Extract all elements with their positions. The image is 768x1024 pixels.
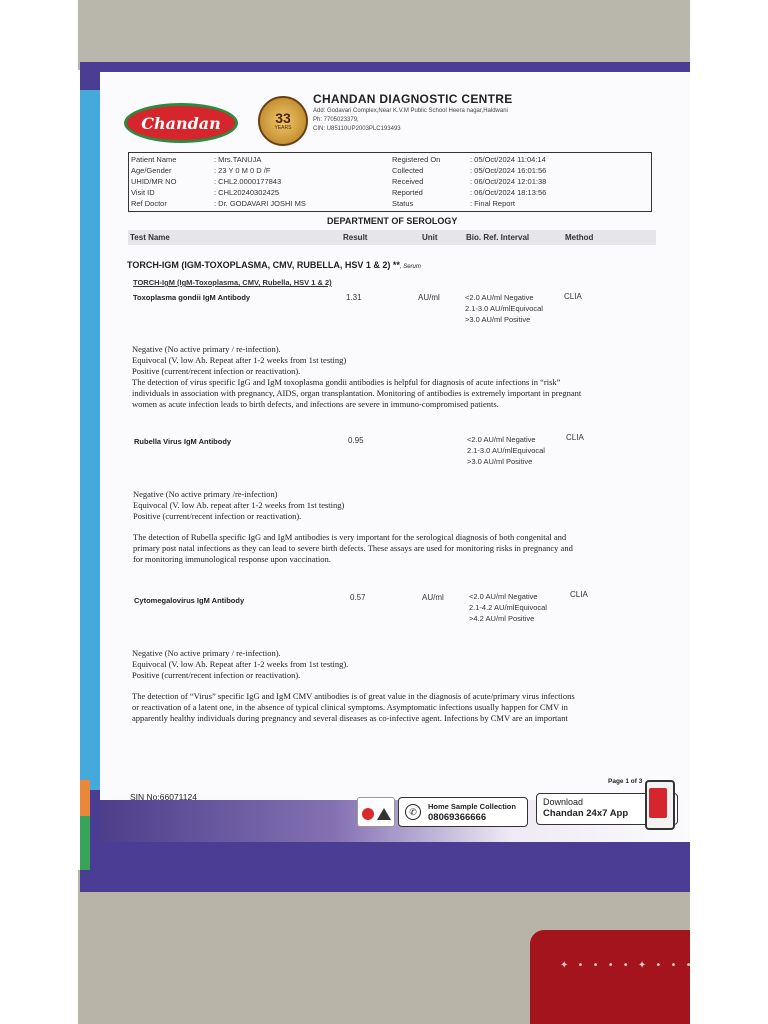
ref-negative: <2.0 AU/ml Negative bbox=[469, 592, 538, 601]
uhid-value: : CHL2.0000177843 bbox=[214, 177, 282, 186]
col-ref-interval: Bio. Ref. Interval bbox=[466, 233, 530, 242]
centre-address-block bbox=[313, 107, 508, 134]
note-line: The detection of “Virus” specific IgG and IgM CMV antibodies is of great value in the diagnosis of acute/primary virus infections bbox=[132, 691, 575, 701]
test-name: Cytomegalovirus IgM Antibody bbox=[134, 596, 245, 605]
ref-doctor-value: : Dr. GODAVARI JOSHI MS bbox=[214, 199, 306, 208]
ref-doctor-label: Ref Doctor bbox=[131, 199, 167, 208]
status-value: : Final Report bbox=[470, 199, 516, 208]
centre-phone: Ph: 7705023379, bbox=[313, 117, 359, 123]
registered-label: Registered On bbox=[392, 155, 441, 164]
test-method: CLIA bbox=[566, 433, 584, 442]
status-label: Status bbox=[392, 199, 414, 208]
patient-name-label: Patient Name bbox=[131, 155, 177, 164]
test-unit: AU/ml bbox=[418, 293, 440, 302]
test-reference bbox=[469, 591, 547, 624]
department-title: DEPARTMENT OF SEROLOGY bbox=[327, 216, 458, 226]
visit-label: Visit ID bbox=[131, 188, 155, 197]
reported-label: Reported bbox=[392, 188, 423, 197]
test-result: 0.57 bbox=[350, 593, 366, 602]
panel-title bbox=[127, 260, 421, 270]
ref-positive: >3.0 AU/ml Positive bbox=[465, 315, 531, 324]
test-name: Toxoplasma gondii IgM Antibody bbox=[133, 293, 251, 302]
note-line: The detection of Rubella specific IgG and IgM antibodies is very important for the serological diagnosis of both congenital and bbox=[133, 532, 567, 542]
logo-text: Chandan bbox=[141, 113, 221, 133]
certification-icon bbox=[357, 797, 395, 827]
folder-strip bbox=[80, 780, 90, 870]
badge-number: 33 bbox=[275, 110, 291, 126]
patient-info-box bbox=[128, 152, 652, 212]
note-line: Negative (No active primary / re-infection). bbox=[132, 344, 281, 354]
ref-positive: >3.0 AU/ml Positive bbox=[467, 457, 533, 466]
note-line: individuals in association with pregnancy, AIDS, organ transplantation. Monitoring of antibodies is extremely important in pregnant bbox=[132, 388, 582, 398]
age-value: : 23 Y 0 M 0 D /F bbox=[214, 166, 271, 175]
col-method: Method bbox=[565, 233, 594, 242]
background-left bbox=[0, 0, 78, 1024]
uhid-label: UHID/MR NO bbox=[131, 177, 177, 186]
test-result: 1.31 bbox=[346, 293, 362, 302]
col-test-name: Test Name bbox=[130, 233, 170, 242]
anniversary-badge bbox=[258, 96, 308, 146]
note-line: women as acute infection leads to birth defects, and infections are severe in immuno-compromised patients. bbox=[132, 399, 499, 409]
panel-specimen: , Serum bbox=[399, 264, 421, 270]
collected-value: : 05/Oct/2024 16:01:56 bbox=[470, 166, 547, 175]
interpretation-note bbox=[132, 648, 668, 724]
test-name: Rubella Virus IgM Antibody bbox=[134, 437, 232, 446]
col-result: Result bbox=[343, 233, 368, 242]
note-line: apparently healthy individuals during pregnancy and several diseases as co-infective agent. Infections by CMV are an important bbox=[132, 713, 568, 723]
test-reference bbox=[467, 434, 545, 467]
panel-name: TORCH-IGM (IGM-TOXOPLASMA, CMV, RUBELLA, HSV 1 & 2) ** bbox=[127, 260, 400, 270]
download-label: Download bbox=[543, 797, 584, 807]
collected-label: Collected bbox=[392, 166, 424, 175]
note-line: Equivocal (V. low Ab. repeat after 1-2 weeks from 1st testing) bbox=[133, 500, 345, 510]
centre-cin: CIN: U85110UP2003PLC193493 bbox=[313, 126, 401, 132]
note-line: primary post natal infections as they can lead to severe birth defects. These assays are used for monitoring risks in pregnancy and bbox=[133, 543, 573, 553]
test-result: 0.95 bbox=[348, 436, 364, 445]
cloth-pattern: ✦ • • • • ✦ • • • bbox=[560, 960, 695, 971]
received-label: Received bbox=[392, 177, 424, 186]
ref-negative: <2.0 AU/ml Negative bbox=[465, 293, 534, 302]
test-method: CLIA bbox=[570, 590, 588, 599]
sin-number: SIN No:66071124 bbox=[130, 792, 197, 802]
home-collection-label: Home Sample Collection bbox=[428, 802, 516, 811]
background-floor-top bbox=[78, 0, 690, 70]
home-collection-box bbox=[398, 797, 528, 827]
ref-equivocal: 2.1-4.2 AU/mlEquivocal bbox=[469, 603, 547, 612]
page-number: Page 1 of 3 bbox=[608, 778, 643, 785]
red-cloth bbox=[530, 930, 690, 1024]
ref-positive: >4.2 AU/ml Positive bbox=[469, 614, 535, 623]
note-line: Positive (current/recent infection or reactivation). bbox=[132, 366, 301, 376]
note-line: Negative (No active primary /re-infection) bbox=[133, 489, 278, 499]
folder-edge bbox=[80, 90, 100, 790]
registered-value: : 05/Oct/2024 11:04:14 bbox=[470, 155, 546, 164]
badge-label: YEARS bbox=[274, 125, 292, 131]
note-line: Positive (current/recent infection or reactivation). bbox=[132, 670, 301, 680]
ref-negative: <2.0 AU/ml Negative bbox=[467, 435, 536, 444]
test-unit: AU/ml bbox=[422, 593, 444, 602]
reported-value: : 06/Oct/2024 18:13:56 bbox=[470, 188, 547, 197]
received-value: : 06/Oct/2024 12:01:38 bbox=[470, 177, 547, 186]
note-line: Negative (No active primary / re-infection). bbox=[132, 648, 281, 658]
test-method: CLIA bbox=[564, 292, 582, 301]
app-name: Chandan 24x7 App bbox=[543, 808, 629, 819]
mobile-app-icon bbox=[645, 780, 675, 830]
centre-address: Add: Godavari Complex,Near K.V.M Public School Heera nagar,Haldwani bbox=[313, 108, 508, 114]
note-line: Equivocal (V. low Ab. Repeat after 1-2 weeks from 1st testing) bbox=[132, 355, 347, 365]
phone-icon: ✆ bbox=[405, 804, 421, 820]
panel-subtitle: TORCH-IgM (IgM-Toxoplasma, CMV, Rubella, HSV 1 & 2) bbox=[133, 278, 332, 287]
home-collection-phone: 08069366666 bbox=[428, 812, 487, 823]
age-label: Age/Gender bbox=[131, 166, 172, 175]
test-reference bbox=[465, 292, 543, 325]
ref-equivocal: 2.1-3.0 AU/mlEquivocal bbox=[467, 446, 545, 455]
patient-name-value: : Mrs.TANUJA bbox=[214, 155, 262, 164]
ref-equivocal: 2.1-3.0 AU/mlEquivocal bbox=[465, 304, 543, 313]
interpretation-note bbox=[132, 344, 662, 410]
centre-name: CHANDAN DIAGNOSTIC CENTRE bbox=[313, 92, 513, 106]
chandan-logo bbox=[124, 103, 238, 143]
interpretation-note bbox=[133, 489, 663, 565]
note-line: The detection of virus specific IgG and IgM toxoplasma gondii antibodies is helpful for diagnosis of acute infections in “risk” bbox=[132, 377, 561, 387]
note-line: Equivocal (V. low Ab. Repeat after 1-2 weeks from 1st testing). bbox=[132, 659, 349, 669]
col-unit: Unit bbox=[422, 233, 438, 242]
note-line: for monitoring immunological response upon vaccination. bbox=[133, 554, 331, 564]
background-right bbox=[690, 0, 768, 1024]
visit-value: : CHL20240302425 bbox=[214, 188, 280, 197]
note-line: Positive (current/recent infection or reactivation). bbox=[133, 511, 302, 521]
note-line: or reactivation of a latent one, in the absence of typical clinical symptoms. Asymptomatic infections usually happen for CMV in bbox=[132, 702, 568, 712]
